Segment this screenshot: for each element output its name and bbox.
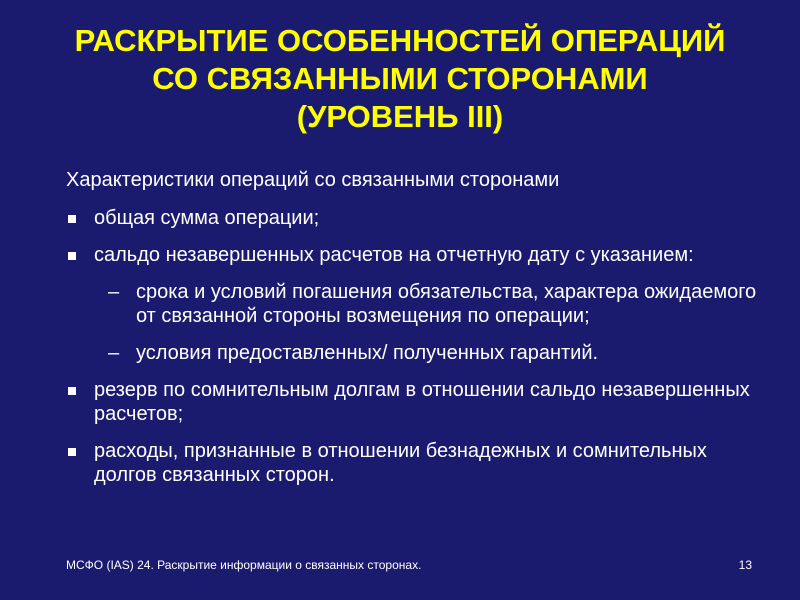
sub-bullet-text: условия предоставленных/ полученных гарантий. <box>136 342 599 364</box>
slide-title <box>0 22 800 136</box>
sub-bullet-item <box>66 341 766 365</box>
square-bullet-icon <box>68 215 76 223</box>
slide-body <box>66 168 766 500</box>
sub-bullet-item <box>66 280 766 328</box>
bullet-item <box>66 378 766 426</box>
footer-text: МСФО (IAS) 24. Раскрытие информации о связанных сторонах. <box>66 558 422 572</box>
bullet-text: расходы, признанные в отношении безнадежных и сомнительных долгов связанных сторон. <box>94 440 707 486</box>
bullet-item <box>66 243 766 267</box>
dash-bullet: – <box>108 342 120 364</box>
sub-bullet-text: срока и условий погашения обязательства, характера ожидаемого от связанной стороны возмещения по операции; <box>136 281 757 327</box>
bullet-text: резерв по сомнительным долгам в отношении сальдо незавершенных расчетов; <box>94 379 750 425</box>
title-line-2: СО СВЯЗАННЫМИ СТОРОНАМИ <box>152 61 648 96</box>
dash-bullet: – <box>108 281 120 303</box>
bullet-text: сальдо незавершенных расчетов на отчетную дату с указанием: <box>94 244 694 266</box>
title-line-3: (УРОВЕНЬ III) <box>296 99 504 134</box>
square-bullet-icon <box>68 448 76 456</box>
bullet-item <box>66 206 766 230</box>
title-line-1: РАСКРЫТИЕ ОСОБЕННОСТЕЙ ОПЕРАЦИЙ <box>74 23 726 58</box>
page-number: 13 <box>738 558 752 572</box>
bullet-text: общая сумма операции; <box>94 207 320 229</box>
subheading: Характеристики операций со связанными сторонами <box>66 169 560 191</box>
bullet-item <box>66 439 766 487</box>
square-bullet-icon <box>68 387 76 395</box>
square-bullet-icon <box>68 252 76 260</box>
